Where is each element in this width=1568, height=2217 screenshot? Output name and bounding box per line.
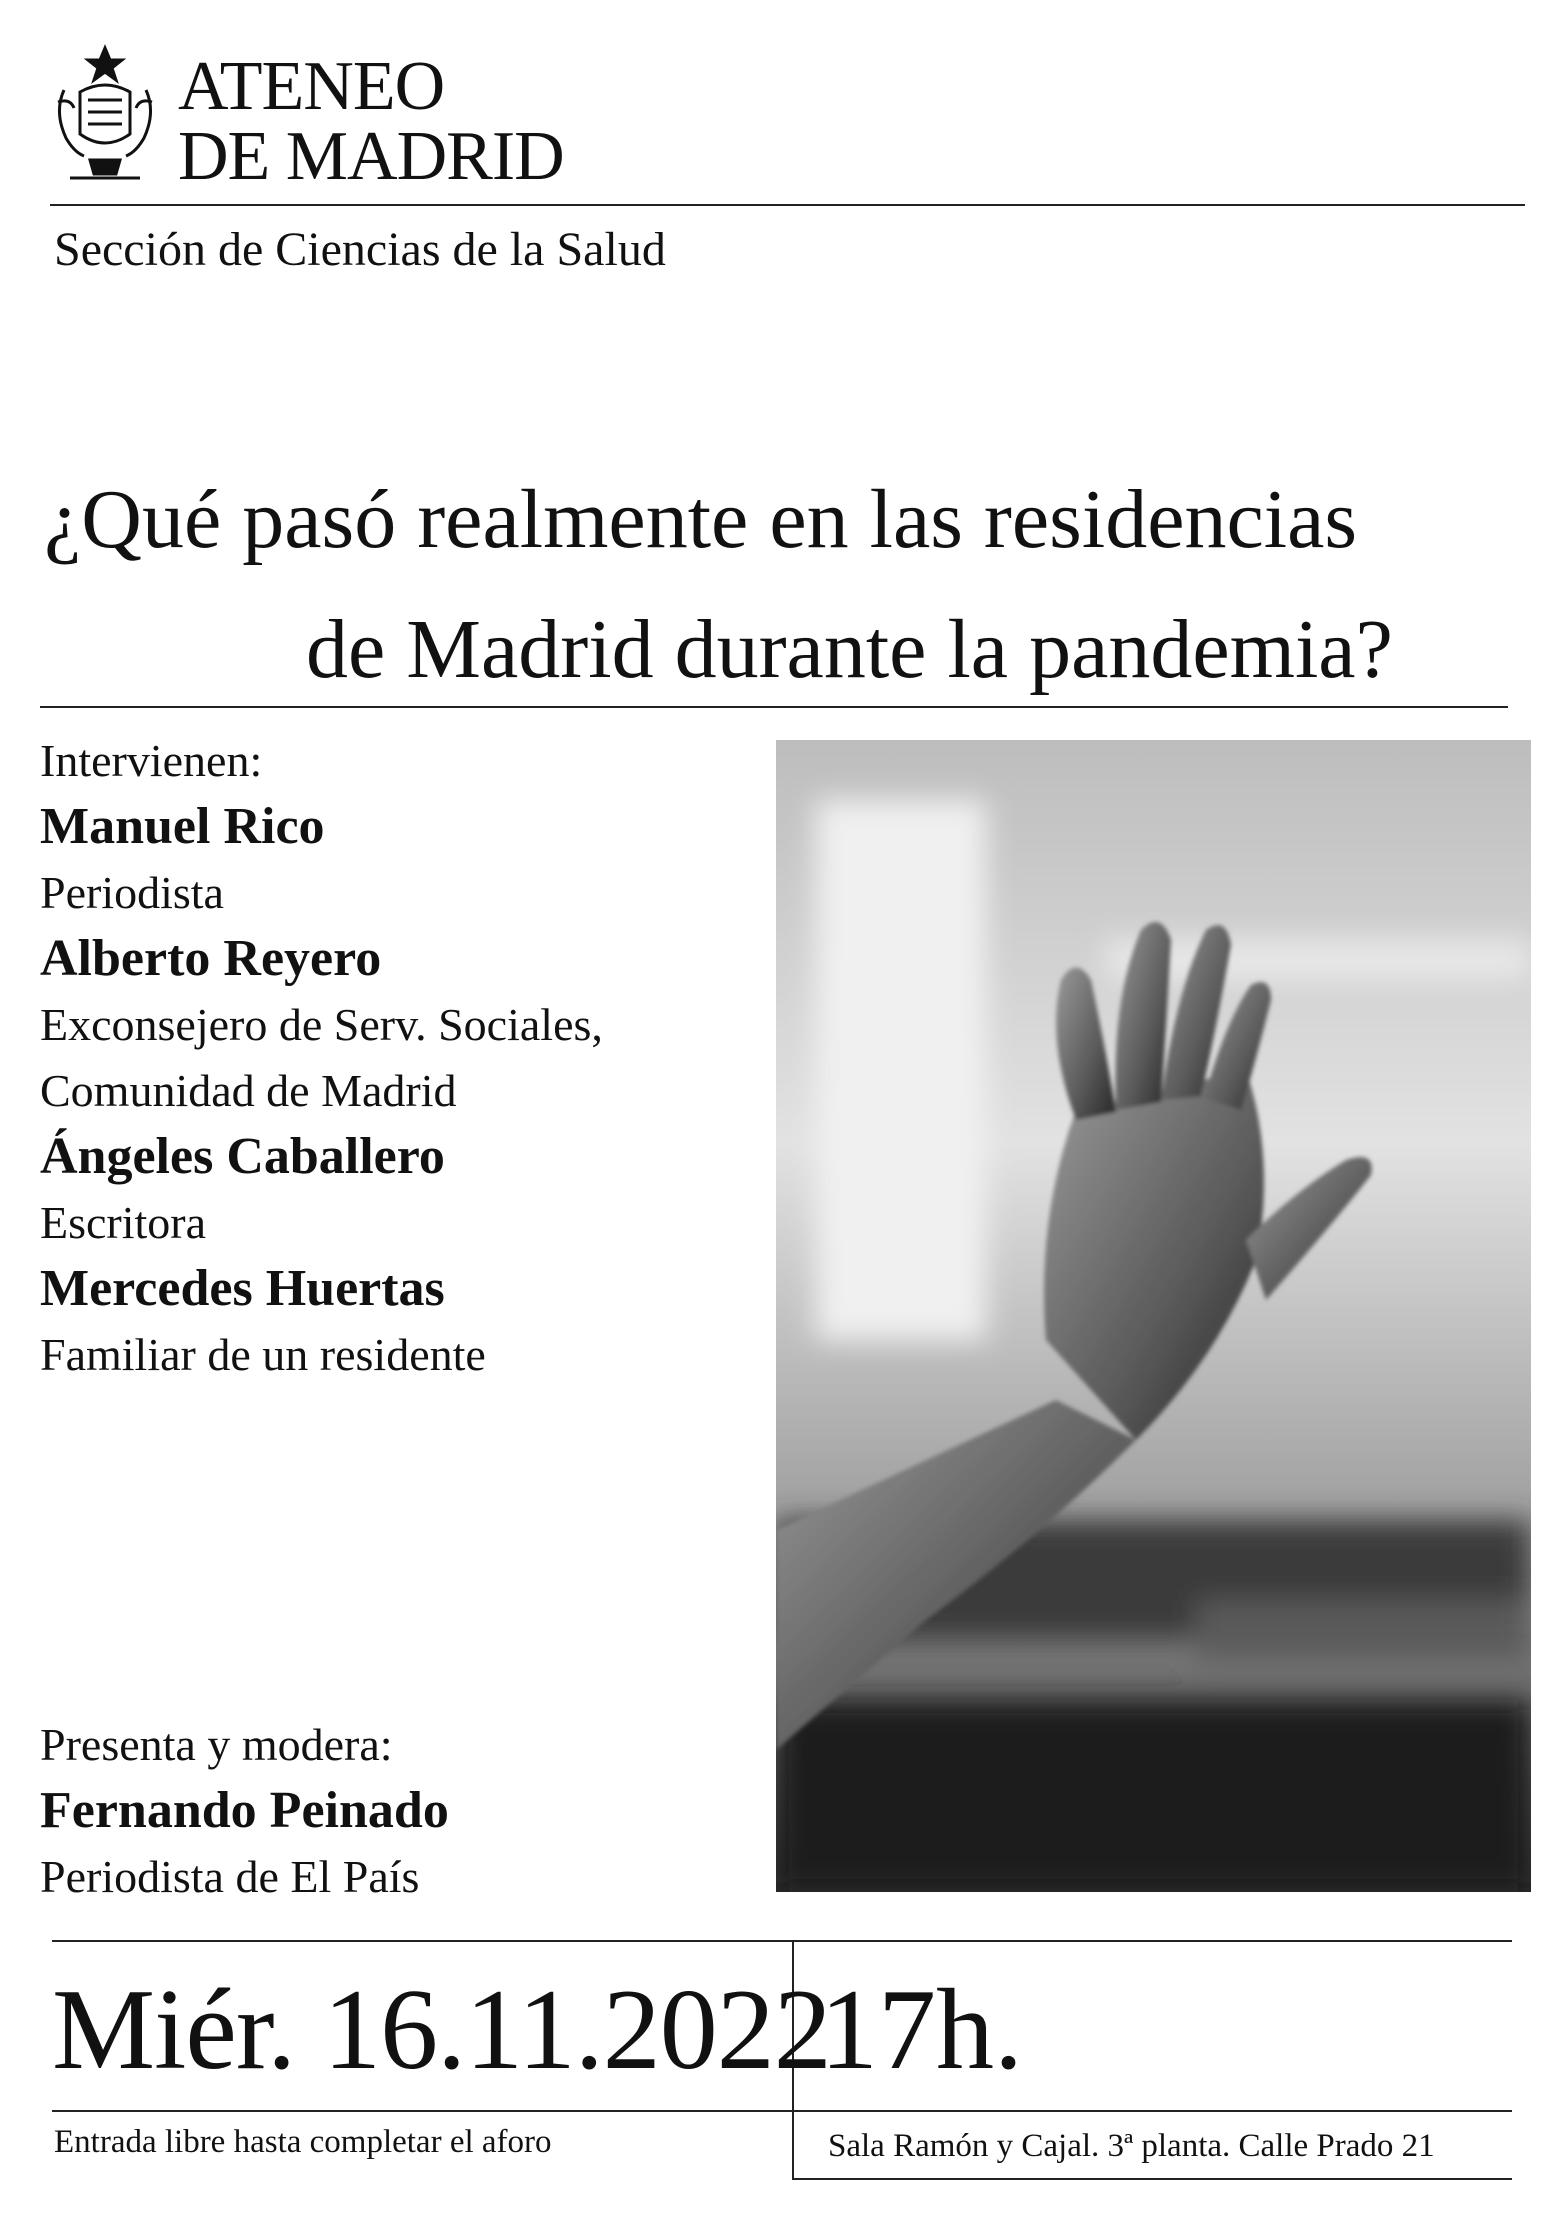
moderator-heading: Presenta y modera: bbox=[40, 1719, 393, 1770]
footer-top-divider bbox=[52, 1940, 1512, 1942]
header-divider bbox=[50, 204, 1525, 206]
event-date: Miér. 16.11.2022 bbox=[52, 1966, 831, 2094]
event-title-line1: ¿Qué pasó realmente en las residencias bbox=[44, 473, 1358, 566]
title-divider bbox=[40, 706, 1508, 708]
org-name-line2: DE MADRID bbox=[178, 118, 564, 195]
speaker-role: Exconsejero de Serv. Sociales, bbox=[40, 999, 603, 1050]
venue-address: Sala Ramón y Cajal. 3ª planta. Calle Prado 21 bbox=[828, 2128, 1435, 2164]
speaker-name: Ángeles Caballero bbox=[40, 1128, 445, 1185]
speakers-list bbox=[40, 728, 760, 1388]
ateneo-crest-icon bbox=[50, 42, 160, 182]
entry-note: Entrada libre hasta completar el aforo bbox=[54, 2124, 552, 2160]
moderator-name: Fernando Peinado bbox=[40, 1782, 449, 1839]
org-name-line1: ATENEO bbox=[178, 48, 445, 125]
speaker-name: Alberto Reyero bbox=[40, 930, 382, 987]
moderator-role: Periodista de El País bbox=[40, 1851, 420, 1902]
footer-bottom-divider bbox=[792, 2178, 1512, 2180]
footer-mid-divider bbox=[52, 2110, 1512, 2112]
moderator-block bbox=[40, 1712, 760, 1910]
speaker-name: Mercedes Huertas bbox=[40, 1260, 445, 1317]
speaker-role: Comunidad de Madrid bbox=[40, 1065, 457, 1116]
event-time: 17h. bbox=[820, 1966, 1023, 2094]
raised-hand-photo bbox=[776, 740, 1531, 1892]
event-title-line2: de Madrid durante la pandemia? bbox=[306, 603, 1393, 696]
speaker-role: Familiar de un residente bbox=[40, 1329, 486, 1380]
speaker-role: Escritora bbox=[40, 1197, 207, 1248]
speaker-name: Manuel Rico bbox=[40, 798, 325, 855]
organization-name bbox=[178, 48, 564, 195]
speaker-role: Periodista bbox=[40, 867, 224, 918]
section-name: Sección de Ciencias de la Salud bbox=[54, 223, 666, 276]
speakers-heading: Intervienen: bbox=[40, 735, 263, 786]
